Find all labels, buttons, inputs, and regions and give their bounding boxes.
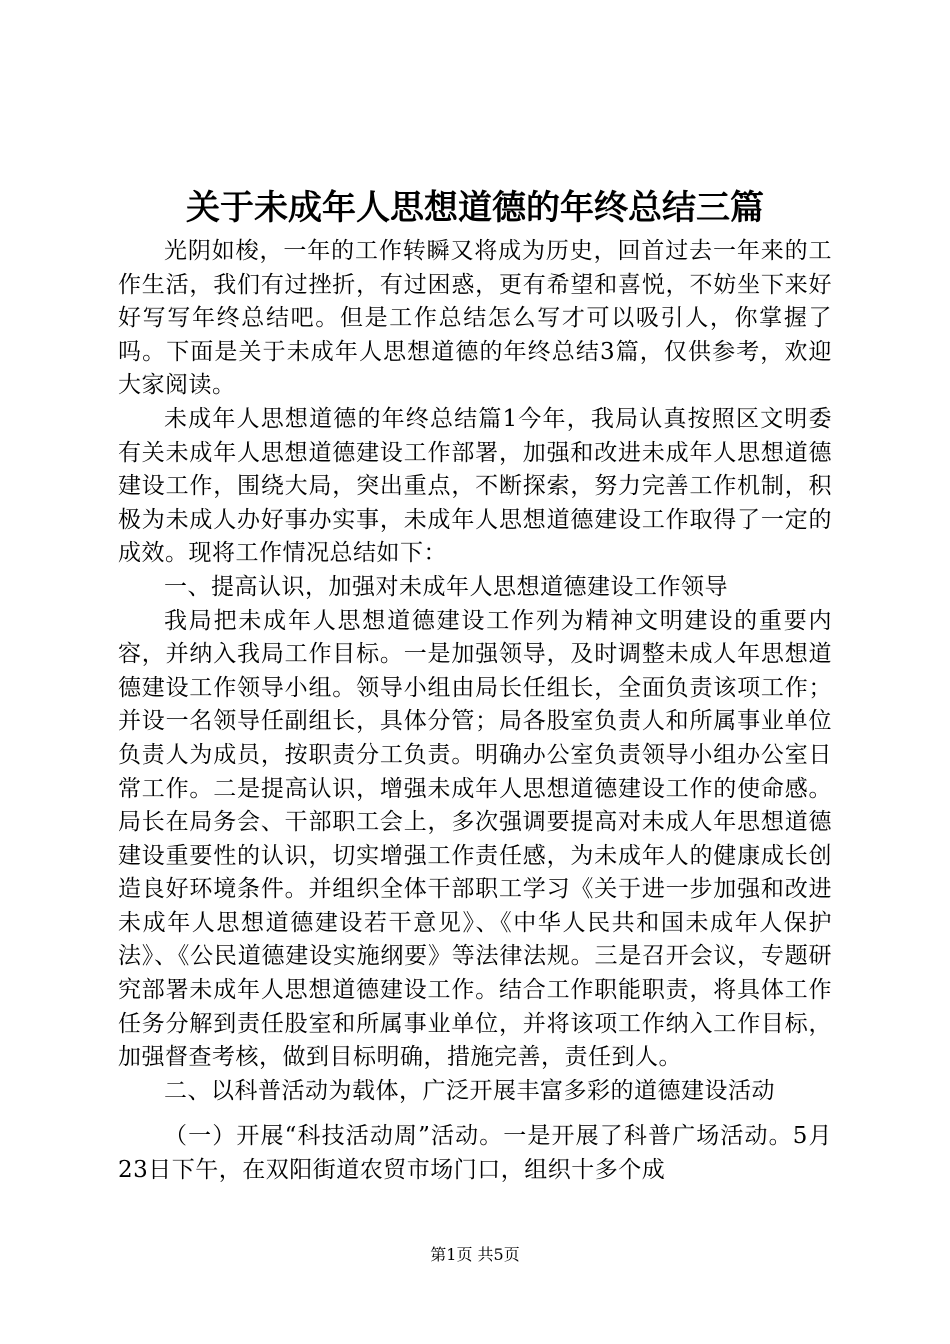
- page-footer: 第1页 共5页: [430, 1245, 520, 1264]
- summary-part-1-paragraph: 未成年人思想道德的年终总结篇1今年，我局认真按照区文明委有关未成年人思想道德建设工作部署，加强和改进未成年人思想道德建设工作，围绕大局，突出重点，不断探索，努力完善工作机制，积极为未成人办好事办实事，未成年人思想道德建设工作取得了一定的成效。现将工作情况总结如下：: [118, 405, 832, 567]
- document-body: [118, 235, 832, 1188]
- document-title: 关于未成年人思想道德的年终总结三篇: [186, 188, 764, 228]
- section-1-paragraph: 我局把未成年人思想道德建设工作列为精神文明建设的重要内容，并纳入我局工作目标。一是加强领导，及时调整未成人年思想道德建设工作领导小组。领导小组由局长任组长，全面负责该项工作；并设一名领导任副组长，具体分管；局各股室负责人和所属事业单位负责人为成员，按职责分工负责。明确办公室负责领导小组办公室日常工作。二是提高认识，增强未成年人思想道德建设工作的使命感。局长在局务会、干部职工会上，多次强调要提高对未成人年思想道德建设重要性的认识，切实增强工作责任感，为未成年人的健康成长创造良好环境条件。并组织全体干部职工学习《关于进一步加强和改进未成年人思想道德建设若干意见》、《中华人民共和国未成年人保护法》、《公民道德建设实施纲要》等法律法规。三是召开会议，专题研究部署未成年人思想道德建设工作。结合工作职能职责，将具体工作任务分解到责任股室和所属事业单位，并将该项工作纳入工作目标，加强督查考核，做到目标明确，措施完善，责任到人。: [118, 607, 832, 1071]
- section-heading-1: 一、提高认识，加强对未成年人思想道德建设工作领导: [164, 573, 728, 600]
- section-heading-2: 二、以科普活动为载体，广泛开展丰富多彩的道德建设活动: [164, 1077, 775, 1104]
- section-2-subsection-1-paragraph: （一）开展“科技活动周”活动。一是开展了科普广场活动。5月23日下午，在双阳街道农贸市场门口，组织十多个成: [118, 1123, 832, 1184]
- intro-paragraph: 光阴如梭，一年的工作转瞬又将成为历史，回首过去一年来的工作生活，我们有过挫折，有过困惑，更有希望和喜悦，不妨坐下来好好写写年终总结吧。但是工作总结怎么写才可以吸引人，你掌握了吗。下面是关于未成年人思想道德的年终总结3篇，仅供参考，欢迎大家阅读。: [118, 238, 832, 399]
